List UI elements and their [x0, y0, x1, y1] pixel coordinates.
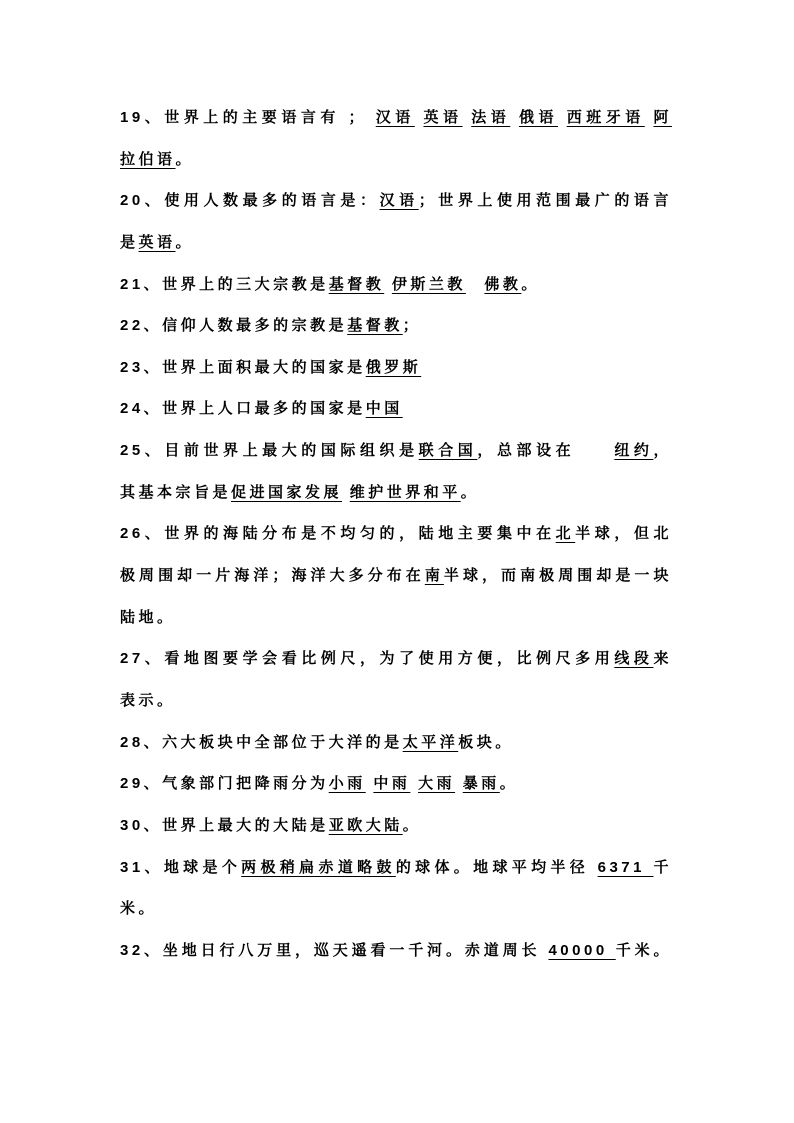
q32-line	[120, 940, 672, 982]
q27-line-2	[120, 690, 672, 732]
line-text	[410, 775, 418, 792]
q20-line-1	[120, 190, 672, 232]
line-text: 22、信仰人数最多的宗教是	[120, 317, 348, 335]
answer-blank: 线段	[614, 650, 654, 668]
line-text	[463, 109, 472, 126]
answer-blank: 暴雨	[462, 775, 500, 793]
line-text: ；	[402, 317, 422, 335]
line-text: 来	[653, 650, 672, 668]
line-text: 30、世界上最大的大陆是	[120, 816, 329, 834]
q21-line	[120, 274, 672, 316]
answer-blank: 俄罗斯	[365, 358, 422, 376]
q25-line-1	[120, 440, 672, 482]
line-text: 陆地。	[120, 608, 176, 626]
answer-blank: 阿	[653, 109, 672, 126]
line-text: 24、世界上人口最多的国家是	[120, 400, 366, 418]
answer-blank: 汉语	[379, 192, 419, 210]
line-text: 表示。	[120, 691, 176, 709]
line-text	[455, 775, 463, 792]
line-text: ，总部设在	[477, 442, 615, 460]
answer-blank: 佛教	[484, 275, 522, 293]
answer-blank: 俄语	[518, 109, 558, 126]
answer-blank: 促进国家发展	[231, 483, 343, 501]
line-text: 25、目前世界上最大的国际组织是	[120, 442, 419, 460]
answer-blank: 亚欧大陆	[328, 816, 403, 834]
q31-line-2	[120, 898, 672, 940]
answer-blank: 中国	[365, 400, 403, 418]
answer-blank: 英语	[423, 109, 463, 126]
answer-blank: 6371	[597, 858, 654, 876]
q31-line-1	[120, 857, 672, 899]
line-text	[558, 109, 567, 126]
answer-blank: 中雨	[373, 775, 411, 793]
q22-line	[120, 315, 672, 357]
line-text: 半球，而南极周围却是一块	[443, 567, 672, 585]
line-text: ；世界上使用范围最广的语言	[418, 192, 672, 210]
q27-line-1	[120, 648, 672, 690]
answer-blank: 北	[555, 525, 576, 543]
line-text: ，	[653, 442, 672, 460]
line-text: 是	[120, 233, 139, 251]
answer-blank: 两极稍扁赤道略鼓	[241, 858, 396, 876]
line-text: 。	[460, 483, 480, 501]
answer-blank: 南	[424, 567, 444, 585]
answer-blank: 基督教	[347, 317, 403, 335]
answer-blank: 拉伯语	[120, 150, 176, 168]
line-text: 20、使用人数最多的语言是：	[120, 192, 380, 210]
answer-blank: 小雨	[328, 775, 366, 793]
answer-blank: 西班牙语	[566, 109, 645, 126]
line-text: 米。	[120, 900, 158, 918]
line-text: 其基本宗旨是	[120, 483, 232, 501]
answer-blank: 伊斯兰教	[391, 275, 466, 293]
line-text: 半球，但北	[575, 525, 672, 543]
line-text: 。	[499, 775, 519, 793]
line-text: 21、世界上的三大宗教是	[120, 275, 329, 293]
answer-blank: 太平洋	[402, 733, 459, 751]
line-text	[342, 484, 350, 501]
q19-line-1	[120, 107, 672, 149]
q26-line-3	[120, 607, 672, 649]
line-text: 26、世界的海陆分布是不均匀的，陆地主要集中在	[120, 525, 556, 543]
line-text	[466, 276, 485, 293]
q30-line	[120, 815, 672, 857]
answer-blank: 大雨	[418, 775, 456, 793]
line-text: 31、地球是个	[120, 858, 242, 876]
q19-line-2	[120, 149, 672, 191]
line-text: 。	[175, 150, 195, 168]
answer-blank: 汉语	[375, 109, 415, 126]
q26-line-2	[120, 565, 672, 607]
line-text: 千	[653, 858, 672, 876]
line-text: 28、六大板块中全部位于大洋的是	[120, 733, 403, 751]
line-text: 19、世界上的主要语言有 ；	[120, 109, 376, 126]
line-text: 29、气象部门把降雨分为	[120, 775, 329, 793]
answer-blank: 维护世界和平	[349, 483, 461, 501]
line-text: 23、世界上面积最大的国家是	[120, 358, 366, 376]
answer-blank: 基督教	[328, 275, 385, 293]
line-text: 极周围却一片海洋；海洋大多分布在	[120, 567, 425, 585]
answer-blank: 法语	[471, 109, 511, 126]
line-text: 。	[402, 816, 422, 834]
q26-line-1	[120, 523, 672, 565]
line-text: 千米。	[615, 941, 672, 959]
q23-line	[120, 357, 672, 399]
answer-blank: 英语	[138, 233, 176, 251]
line-text	[510, 109, 519, 126]
q28-line	[120, 732, 672, 774]
answer-blank: 40000	[548, 941, 616, 959]
q25-line-2	[120, 482, 672, 524]
line-text: 27、看地图要学会看比例尺，为了使用方便，比例尺多用	[120, 650, 615, 668]
document-body	[120, 107, 672, 981]
q29-line	[120, 773, 672, 815]
answer-blank: 联合国	[418, 442, 478, 460]
q20-line-2	[120, 232, 672, 274]
line-text	[384, 276, 392, 293]
answer-blank: 纽约	[614, 442, 654, 460]
line-text: 的球体。地球平均半径	[395, 858, 598, 876]
line-text: 。	[521, 275, 540, 293]
q24-line	[120, 398, 672, 440]
line-text: 。	[175, 233, 195, 251]
line-text: 32、坐地日行八万里，巡天遥看一千河。赤道周长	[120, 941, 549, 959]
line-text: 板块。	[458, 733, 514, 751]
